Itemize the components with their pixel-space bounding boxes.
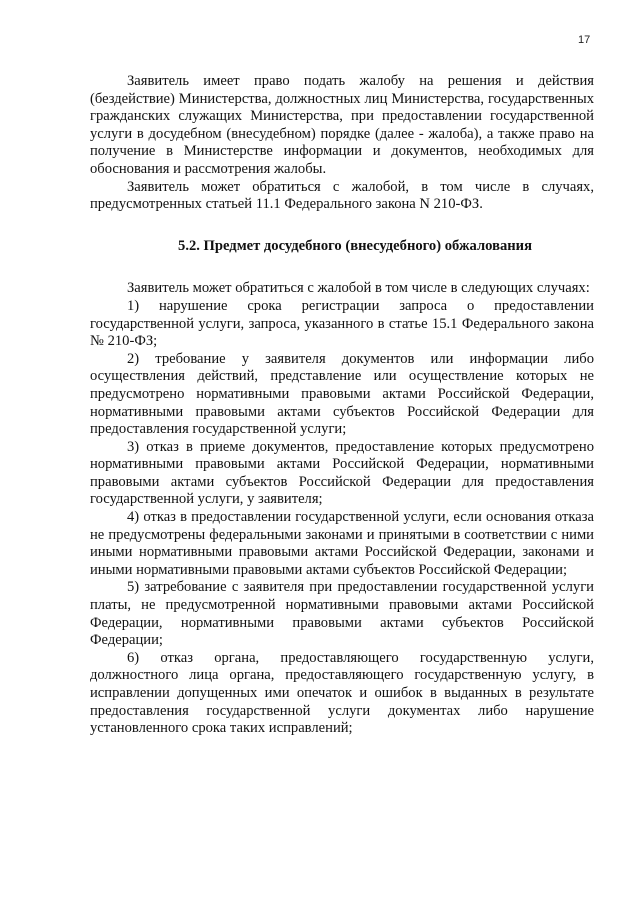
page-number: 17 [578, 34, 591, 46]
list-item-6: 6) отказ органа, предоставляющего государственную услуги, должностного лица органа, предоставляющего государственную услугу, в исправлении допущенных ими опечаток и ошибок в выданных в результате предоставления государственной услуги документах либо нарушение установленного срока таких исправлений; [90, 649, 594, 737]
intro-paragraph-1: Заявитель имеет право подать жалобу на решения и действия (бездействие) Министерства, должностных лиц Министерства, государственных гражданских служащих Министерства, при предоставлении государственной услуги в досудебном (внесудебном) порядке (далее - жалоба), а также право на получение в Министерстве информации и документов, необходимых для обоснования и рассмотрения жалобы. [90, 73, 594, 177]
list-item-5: 5) затребование с заявителя при предоставлении государственной услуги платы, не предусмотренной нормативными правовыми актами Российской Федерации, нормативными правовыми актами субъектов Российской Федерации; [90, 579, 594, 649]
section-lead: Заявитель может обратиться с жалобой в том числе в следующих случаях: [127, 280, 590, 297]
list-item-3: 3) отказ в приеме документов, предоставление которых предусмотрено нормативными правовыми актами Российской Федерации, нормативными правовыми актами субъектов Российской Федерации для предоставления государственной услуги, у заявителя; [90, 438, 594, 508]
document-body [90, 73, 594, 738]
intro-paragraph-2: Заявитель может обратиться с жалобой, в том числе в случаях, предусмотренных статьей 11.1 Федерального закона N 210-ФЗ. [90, 178, 594, 213]
list-item-1: 1) нарушение срока регистрации запроса о предоставлении государственной услуги, запроса, указанного в статье 15.1 Федерального закона № 210-ФЗ; [90, 297, 594, 350]
list-item-4: 4) отказ в предоставлении государственной услуги, если основания отказа не предусмотрены федеральными законами и принятыми в соответствии с ними иными нормативными правовыми актами Российской Федерации, законами и иными нормативными правовыми актами субъектов Российской Федерации; [90, 509, 594, 578]
list-item-2: 2) требование у заявителя документов или информации либо осуществления действий, представление или осуществление которых не предусмотрено нормативными правовыми актами Российской Федерации, нормативными правовыми актами субъектов Российской Федерации для предоставления государственной услуги; [90, 350, 594, 438]
section-heading: 5.2. Предмет досудебного (внесудебного) обжалования [178, 237, 532, 254]
